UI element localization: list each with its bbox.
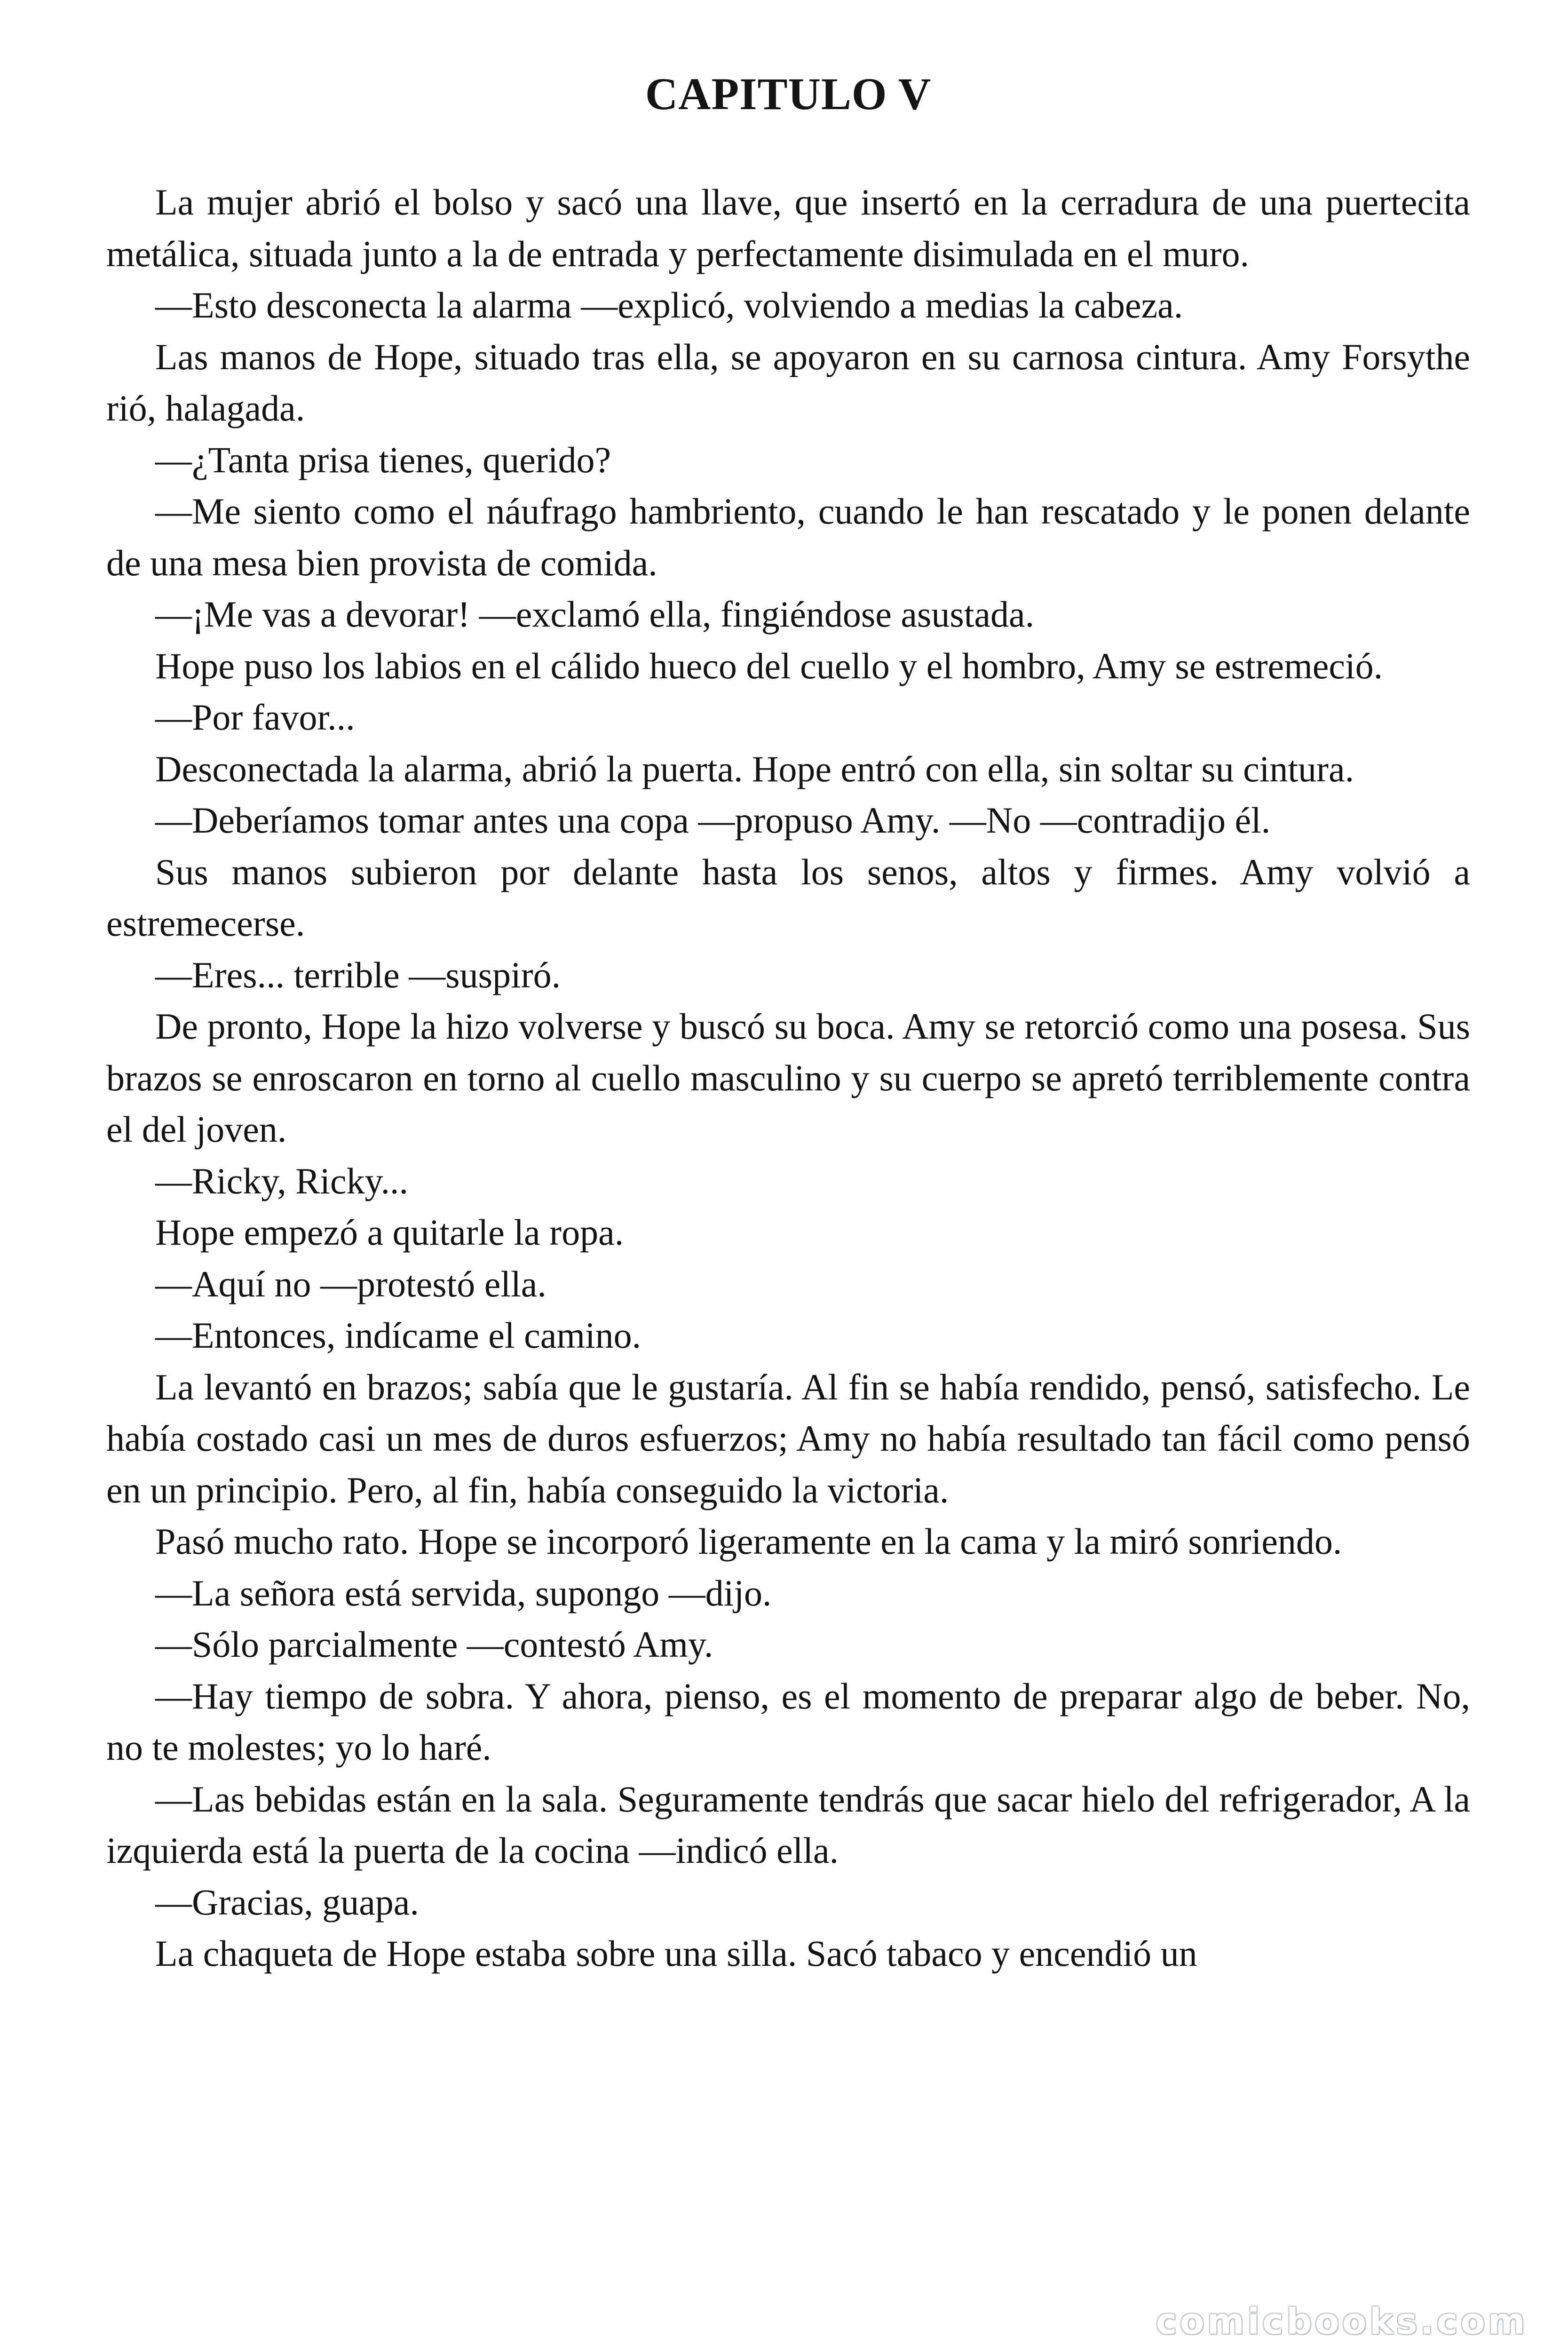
watermark-logo: comicbooks.com — [1156, 2300, 1528, 2342]
paragraph: Desconectada la alarma, abrió la puerta. Hope entró con ella, sin soltar su cintura. — [155, 748, 1354, 789]
paragraph: De pronto, Hope la hizo volverse y buscó su boca. Amy se retorció como una posesa. Sus brazos se enroscaron en torno al cuello masculino y su cuerpo se apretó terriblemente contra el del joven. — [106, 1006, 1470, 1150]
paragraph: —La señora está servida, supongo —dijo. — [155, 1572, 772, 1613]
paragraph: Hope puso los labios en el cálido hueco del cuello y el hombro, Amy se estremeció. — [155, 645, 1383, 686]
chapter-body — [106, 176, 1470, 1979]
paragraph: —Gracias, guapa. — [155, 1881, 419, 1923]
paragraph: —Deberíamos tomar antes una copa —propuso Amy. —No —contradijo él. — [155, 800, 1271, 841]
paragraph: La chaqueta de Hope estaba sobre una silla. Sacó tabaco y encendió un — [155, 1933, 1197, 1974]
paragraph: Pasó mucho rato. Hope se incorporó ligeramente en la cama y la miró sonriendo. — [155, 1521, 1342, 1562]
paragraph: —Hay tiempo de sobra. Y ahora, pienso, es el momento de preparar algo de beber. No, no te molestes; yo lo haré. — [106, 1675, 1470, 1768]
paragraph: —Las bebidas están en la sala. Seguramente tendrás que sacar hielo del refrigerador, A la izquierda está la puerta de la cocina —indicó ella. — [106, 1778, 1470, 1871]
paragraph: —Ricky, Ricky... — [155, 1160, 409, 1201]
book-page — [106, 0, 1470, 2352]
paragraph: La levantó en brazos; sabía que le gustaría. Al fin se había rendido, pensó, satisfecho. Le había costado casi un mes de duros esfuerzos; Amy no había resultado tan fácil como pensó en un principio. Pero, al fin, había conseguido la victoria. — [106, 1366, 1470, 1510]
paragraph: —Eres... terrible —suspiró. — [155, 954, 561, 995]
paragraph: Sus manos subieron por delante hasta los senos, altos y firmes. Amy volvió a estremecerse. — [106, 851, 1470, 944]
paragraph: —Por favor... — [155, 697, 355, 738]
paragraph: —Aquí no —protestó ella. — [155, 1263, 546, 1304]
paragraph: —¡Me vas a devorar! —exclamó ella, fingiéndose asustada. — [155, 594, 1035, 635]
paragraph: Hope empezó a quitarle la ropa. — [155, 1212, 624, 1253]
paragraph: —Entonces, indícame el camino. — [155, 1315, 641, 1356]
paragraph: —Me siento como el náufrago hambriento, cuando le han rescatado y le ponen delante de una mesa bien provista de comida. — [106, 491, 1470, 583]
paragraph: —¿Tanta prisa tienes, querido? — [155, 439, 611, 480]
paragraph: —Esto desconecta la alarma —explicó, volviendo a medias la cabeza. — [155, 285, 1183, 326]
paragraph: Las manos de Hope, situado tras ella, se apoyaron en su carnosa cintura. Amy Forsythe rió, halagada. — [106, 336, 1470, 429]
paragraph: La mujer abrió el bolso y sacó una llave, que insertó en la cerradura de una puertecita metálica, situada junto a la de entrada y perfectamente disimulada en el muro. — [106, 182, 1470, 274]
chapter-title: CAPITULO V — [645, 69, 932, 119]
paragraph: —Sólo parcialmente —contestó Amy. — [155, 1624, 713, 1665]
